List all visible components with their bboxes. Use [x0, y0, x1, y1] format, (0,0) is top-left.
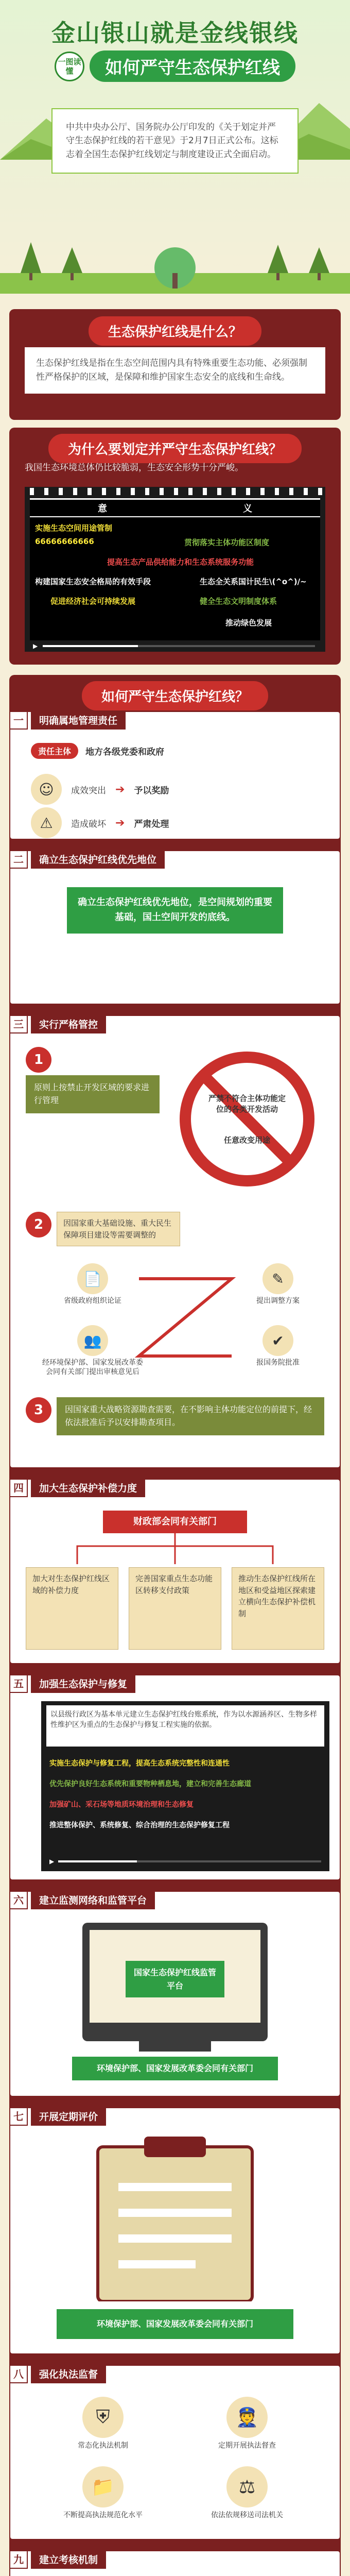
- meaning-line: 构建国家生态安全格局的有效手段: [35, 577, 151, 586]
- finance-header: 财政部会同有关部门: [103, 1511, 247, 1533]
- repair-line: 优先保护良好生态系统和重要物种栖息地，建立和完善生态廊道: [49, 1780, 251, 1788]
- flow-step-label: 提出调整方案: [256, 1297, 300, 1305]
- arrow-right-icon: ➔: [115, 816, 125, 829]
- play-icon[interactable]: ▶: [49, 1858, 55, 1865]
- repair-intro: 以县级行政区为基本单元建立生态保护红线台账系统，作为以水源涵养区、生物多样性维护区为重点的生态保护与修复工程实施的依据。: [46, 1705, 324, 1747]
- progress-track[interactable]: [43, 645, 315, 647]
- item-number: 一: [9, 711, 28, 730]
- prohibit-text: 严禁不符合主体功能定位的各类开发活动: [208, 1094, 286, 1114]
- flow-step: [226, 1263, 329, 1306]
- flow-step-label: 省级政府组织论证: [64, 1297, 121, 1305]
- item-label: 明确属地管理责任: [31, 712, 126, 730]
- compensation-box: 推动生态保护红线所在地区和受益地区探索建立横向生态保护补偿机制: [232, 1567, 324, 1650]
- flow-step-label: 经环境保护部、国家发展改革委会同有关部门提出审核意见后: [42, 1359, 143, 1377]
- subtitle-badge: 一图读懂: [55, 52, 84, 81]
- prohibit-text-2: 任意改变用途: [223, 1136, 270, 1145]
- compensation-box: 加大对生态保护红线区域的补偿力度: [26, 1567, 118, 1650]
- section-title-why: 为什么要划定并严守生态保护红线？: [48, 434, 302, 463]
- item-label: 加强生态保护与修复: [31, 1675, 135, 1693]
- item-6: [9, 1891, 341, 2097]
- item-number: 二: [9, 850, 28, 869]
- item-label: 强化执法监督: [31, 2366, 106, 2383]
- item-label: 建立考核机制: [31, 2551, 106, 2569]
- enforcement-label: 不断提高执法规范化水平: [63, 2511, 143, 2519]
- monitor-icon: [82, 1923, 268, 2041]
- arrow-right-icon: ➔: [115, 783, 125, 796]
- progress-track[interactable]: [58, 1860, 321, 1862]
- item-label: 实行严格管控: [31, 1016, 106, 1033]
- step-2-text: 因国家重大基础设施、重大民生保障项目建设等需要调整的: [57, 1212, 180, 1246]
- subtitle-pill: 如何严守生态保护红线: [90, 50, 295, 82]
- flow-step: [41, 1263, 144, 1306]
- item-1: [9, 711, 341, 840]
- item-7: [9, 2107, 341, 2354]
- item-number: 六: [9, 1891, 28, 1909]
- meaning-line: 贯彻落实主体功能区制度: [184, 538, 270, 547]
- enforcement-label: 常态化执法机制: [78, 2442, 128, 2450]
- item-4: [9, 1479, 341, 1664]
- clipboard-icon: [87, 2137, 262, 2301]
- enforcement-item: [41, 2397, 165, 2450]
- flow-step: [226, 1325, 329, 1367]
- meaning-line: 健全生态文明制度体系: [200, 597, 277, 606]
- meaning-line: 推动绿色发展: [225, 618, 272, 628]
- item-number: 三: [9, 1015, 28, 1033]
- flow-step-label: 报国务院批准: [256, 1359, 300, 1367]
- punish-right: 严肃处理: [134, 819, 169, 829]
- header: [0, 0, 350, 299]
- document-icon: 📄: [77, 1263, 108, 1294]
- film-holes-top: [25, 488, 325, 495]
- step-3-text: 因国家重大战略资源勘查需要，在不影响主体功能定位的前提下，经依法批准后予以安排勘查项目。: [57, 1397, 324, 1435]
- responsibility-subject: 地方各级党委和政府: [85, 747, 165, 757]
- item-3: [9, 1015, 341, 1468]
- smile-icon: ☺: [31, 774, 62, 805]
- meaning-line: 生态全关系国计民生\(^o^)/~: [200, 577, 307, 586]
- step-3-marker: 3: [26, 1397, 51, 1423]
- monitor-agency: 环境保护部、国家发展改革委会同有关部门: [72, 2057, 278, 2080]
- film-screen: [30, 498, 320, 640]
- z-arrow-icon: [134, 1274, 237, 1361]
- film-header: [30, 500, 320, 517]
- item-number: 五: [9, 1674, 28, 1693]
- definition-text: 生态保护红线是指在生态空间范围内具有特殊重要生态功能、必须强制性严格保护的区域，是保障和维护国家生态安全的底线和生命线。: [25, 347, 325, 394]
- step-1-text: 原则上按禁止开发区域的要求进行管理: [26, 1075, 160, 1113]
- meaning-line: 促进经济社会可持续发展: [50, 597, 136, 606]
- item-label: 开展定期评价: [31, 2108, 106, 2126]
- repair-line: 加强矿山、采石场等地质环境治理和生态修复: [49, 1801, 194, 1809]
- section-title-what: 生态保护红线是什么？: [89, 316, 261, 346]
- responsibility-tag: 责任主体: [31, 743, 78, 759]
- film-header-right: 义: [243, 503, 252, 514]
- why-note: 我国生态环境总体仍比较脆弱，生态安全形势十分严峻。: [25, 463, 243, 473]
- pen-icon: ✎: [262, 1263, 293, 1294]
- meaning-line: 实施生态空间用途管制: [35, 523, 113, 533]
- reward-row: [31, 774, 169, 805]
- monitor-screen: [90, 1930, 260, 2023]
- film-header-left: 意: [98, 503, 107, 514]
- warning-icon: ⚠: [31, 807, 62, 838]
- folder-icon: 📁: [82, 2466, 124, 2507]
- item-8: [9, 2365, 341, 2540]
- item-2: [9, 850, 341, 1005]
- enforcement-item: [185, 2466, 309, 2520]
- meaning-line: 66666666666: [35, 537, 94, 546]
- enforcement-grid: [41, 2397, 309, 2531]
- item-label: 加大生态保护补偿力度: [31, 1480, 145, 1497]
- trees-illustration: [0, 232, 350, 294]
- repair-line: 推进整体保护、系统修复、综合治理的生态保护修复工程: [49, 1821, 230, 1829]
- step-2-marker: 2: [26, 1212, 51, 1238]
- item-label: 确立生态保护红线优先地位: [31, 851, 165, 869]
- flow-step: [41, 1325, 144, 1377]
- play-icon[interactable]: ▶: [33, 642, 38, 650]
- item-number: 四: [9, 1479, 28, 1497]
- punish-left: 造成破坏: [71, 819, 106, 829]
- item-label: 建立监测网络和监管平台: [31, 1892, 155, 1909]
- intro-text-box: 中共中央办公厅、国务院办公厅印发的《关于划定并严守生态保护红线的若干意见》于2月7日正式公布。这标志着全国生态保护红线划定与制度建设正式全面启动。: [51, 108, 299, 174]
- compensation-box: 完善国家重点生态功能区转移支付政策: [129, 1567, 221, 1650]
- repair-line: 实施生态保护与修复工程，提高生态系统完整性和连通性: [49, 1759, 230, 1768]
- monitor-stand-icon: [139, 2041, 211, 2052]
- progress-fill: [58, 1860, 137, 1862]
- video-control-bar: [30, 640, 320, 652]
- evaluation-agency: 环境保护部、国家发展改革委会同有关部门: [57, 2309, 293, 2339]
- item-number: 七: [9, 2107, 28, 2126]
- page-title: 金山银山就是金线银线: [51, 19, 299, 47]
- enforcement-label: 依法依规移送司法机关: [211, 2511, 283, 2519]
- repair-screen: [41, 1701, 329, 1871]
- priority-box: 确立生态保护红线优先地位，是空间规划的重要基础，国土空间开发的底线。: [67, 887, 283, 934]
- reward-left: 成效突出: [71, 785, 106, 796]
- scales-icon: ⚖: [226, 2466, 268, 2507]
- branch-lines-icon: [41, 1533, 309, 1564]
- section-what-is: [9, 309, 341, 420]
- enforcement-label: 定期开展执法督查: [218, 2442, 276, 2450]
- reward-right: 予以奖励: [134, 785, 169, 796]
- subtitle-row: [0, 50, 350, 82]
- item-number: 八: [9, 2365, 28, 2383]
- enforcement-item: [41, 2466, 165, 2520]
- responsibility-row: [31, 743, 164, 759]
- officer-icon: 👮: [226, 2397, 268, 2438]
- punish-row: [31, 807, 169, 838]
- step-1-marker: 1: [26, 1047, 51, 1073]
- meaning-line: 提高生态产品供给能力和生态系统服务功能: [107, 557, 254, 567]
- progress-fill: [43, 645, 138, 647]
- prohibit-sign-icon: [175, 1047, 319, 1191]
- checkmark-icon: ✔: [262, 1325, 293, 1356]
- section-title-how: 如何严守生态保护红线？: [82, 681, 268, 710]
- section-why: [9, 428, 341, 665]
- platform-box: 国家生态保护红线监管平台: [126, 1961, 224, 1997]
- approval-flow: [41, 1263, 329, 1382]
- people-icon: 👥: [77, 1325, 108, 1356]
- item-number: 九: [9, 2550, 28, 2569]
- police-badge-icon: ⛨: [82, 2397, 124, 2438]
- film-strip: [25, 487, 325, 652]
- enforcement-item: [185, 2397, 309, 2450]
- item-5: [9, 1674, 341, 1880]
- item-9: [9, 2550, 341, 2576]
- video-control-bar: [49, 1858, 321, 1865]
